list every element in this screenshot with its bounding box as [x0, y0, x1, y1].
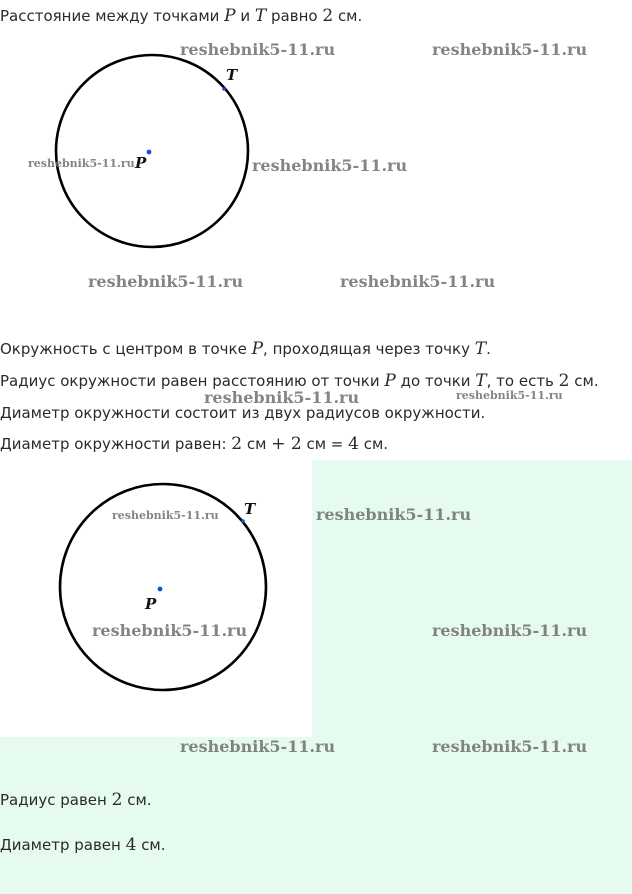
solution-line-1: Окружность с центром в точке P, проходящая через точку T. — [0, 339, 491, 359]
watermark: reshebnik5-11.ru — [432, 737, 588, 756]
watermark: reshebnik5-11.ru — [456, 389, 563, 402]
answer-radius: Радиус равен 2 см. — [0, 790, 152, 810]
point-p — [158, 587, 163, 592]
intro-text: Расстояние между точками P и T равно 2 см. — [0, 6, 363, 26]
watermark: reshebnik5-11.ru — [432, 40, 588, 59]
watermark: reshebnik5-11.ru — [316, 505, 472, 524]
solution-line-3: Диаметр окружности состоит из двух радиусов окружности. — [0, 404, 486, 422]
watermark: reshebnik5-11.ru — [432, 621, 588, 640]
point-t — [241, 519, 245, 523]
label-t: T — [244, 500, 256, 518]
solution-line-2: Радиус окружности равен расстоянию от точки P до точки T, то есть 2 см. — [0, 371, 599, 391]
watermark: reshebnik5-11.ru — [204, 388, 360, 407]
watermark: reshebnik5-11.ru — [112, 509, 219, 522]
watermark: reshebnik5-11.ru — [180, 737, 336, 756]
label-p: P — [135, 154, 147, 172]
watermark: reshebnik5-11.ru — [180, 40, 336, 59]
watermark: reshebnik5-11.ru — [340, 272, 496, 291]
watermark: reshebnik5-11.ru — [252, 156, 408, 175]
watermark: reshebnik5-11.ru — [28, 157, 135, 170]
solution-line-4: Диаметр окружности равен: 2 см + 2 см = 4 см. — [0, 434, 389, 454]
label-p: P — [145, 595, 157, 613]
watermark: reshebnik5-11.ru — [88, 272, 244, 291]
label-t: T — [226, 66, 238, 84]
watermark: reshebnik5-11.ru — [92, 621, 248, 640]
answer-diameter: Диаметр равен 4 см. — [0, 835, 166, 855]
